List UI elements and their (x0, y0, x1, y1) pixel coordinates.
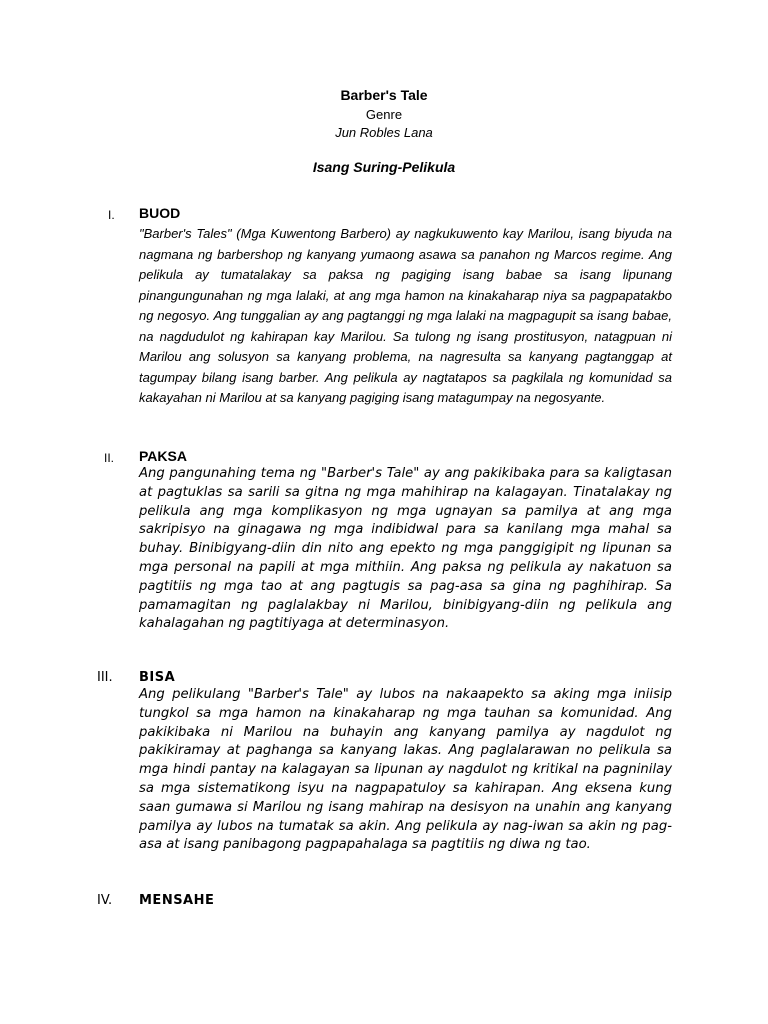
document-title: Barber's Tale (340, 87, 428, 103)
section-body: Ang pelikulang "Barber's Tale" ay lubos na nakaapekto sa aking mga iniisip tungkol sa mga hamon na kinakaharap ng mga tauhan sa komunidad. Ang pakikibaka ni Marilou na buhayin ang kanyang pamilya ay nagdulot ng pakikiramay at paghanga sa kanyang lakas. Ang paglalarawan no pelikula sa mga hindi pantay na kalagayan sa lipunan ay nagdulot ng kritikal na pagninilay sa mga sistematikong isyu na nagpapatuloy sa kahirapan. Ang eksena kung saan gumawa si Marilou ng isang mahirap na desisyon na unahin ang kanyang pamilya ay lubos na tumatak sa akin. Ang pelikula ay nag-iwan sa akin ng pag-asa at isang panibagong pagpapahalaga sa pagtitiis ng diwa ng tao. (139, 687, 672, 853)
section-numeral: III. (97, 670, 113, 685)
section-heading: BUOD (139, 205, 181, 221)
section-numeral: I. (108, 208, 115, 222)
section-body: "Barber's Tales" (Mga Kuwentong Barbero) ay nagkukuwento kay Marilou, isang biyuda na nagmana ng barbershop ng kanyang yumaong asawa sa panahon ng Marcos regime. Ang pelikula ay tumatalakay sa paksa ng pagiging isang babae sa isang lipunang pinangungunahan ng mga lalaki, at ang mga hamon na kinakaharap niya sa pagpapatakbo ng negosyo. Ang tunggalian ay ang pagtanggi ng mga lalaki na magpagupit sa isang babae, na nagdudulot ng kahirapan kay Marilou. Sa tulong ng isang prostitusyon, natagpuan ni Marilou ang solusyon sa kanyang problema, na nagresulta sa kanyang pagtanggap at tagumpay bilang isang barber. Ang pelikula ay nagtatapos sa pagkilala ng komunidad sa kakayahan ni Marilou at sa kanyang pagiging isang matagumpay na negosyante. (139, 226, 672, 405)
section-heading: BISA (139, 670, 176, 685)
section-heading: PAKSA (139, 448, 187, 464)
section-heading: MENSAHE (139, 893, 215, 908)
section-numeral: II. (104, 451, 115, 465)
document-author: Jun Robles Lana (335, 125, 433, 140)
document-genre: Genre (365, 107, 403, 122)
section-numeral: IV. (97, 893, 113, 908)
section-body: Ang pangunahing tema ng "Barber's Tale" ay ang pakikibaka para sa kaligtasan at pagtuklas sa sarili sa gitna ng mga mahihirap na kalagayan. Tinatalakay ng pelikula ang mga komplikasyon ng mga ugnayan sa pamilya at ang mga sakripisyo na ginagawa ng mga indibidwal para sa kanilang mga mahal sa buhay. Binibigyang-diin din nito ang epekto ng mga panggigipit ng lipunan sa mga personal na papili at mga mithiin. Ang paksa ng pelikula ay nakatuon sa pagtitiis ng mga tao at ang pagtugis sa pag-asa sa gina ng paghihirap. Sa pamamagitan ng paglalakbay ni Marilou, binibigyang-diin ng pelikula ang kahalagahan ng pagtitiyaga at determinasyon. (139, 466, 672, 632)
document-subtitle: Isang Suring-Pelikula (312, 159, 456, 175)
